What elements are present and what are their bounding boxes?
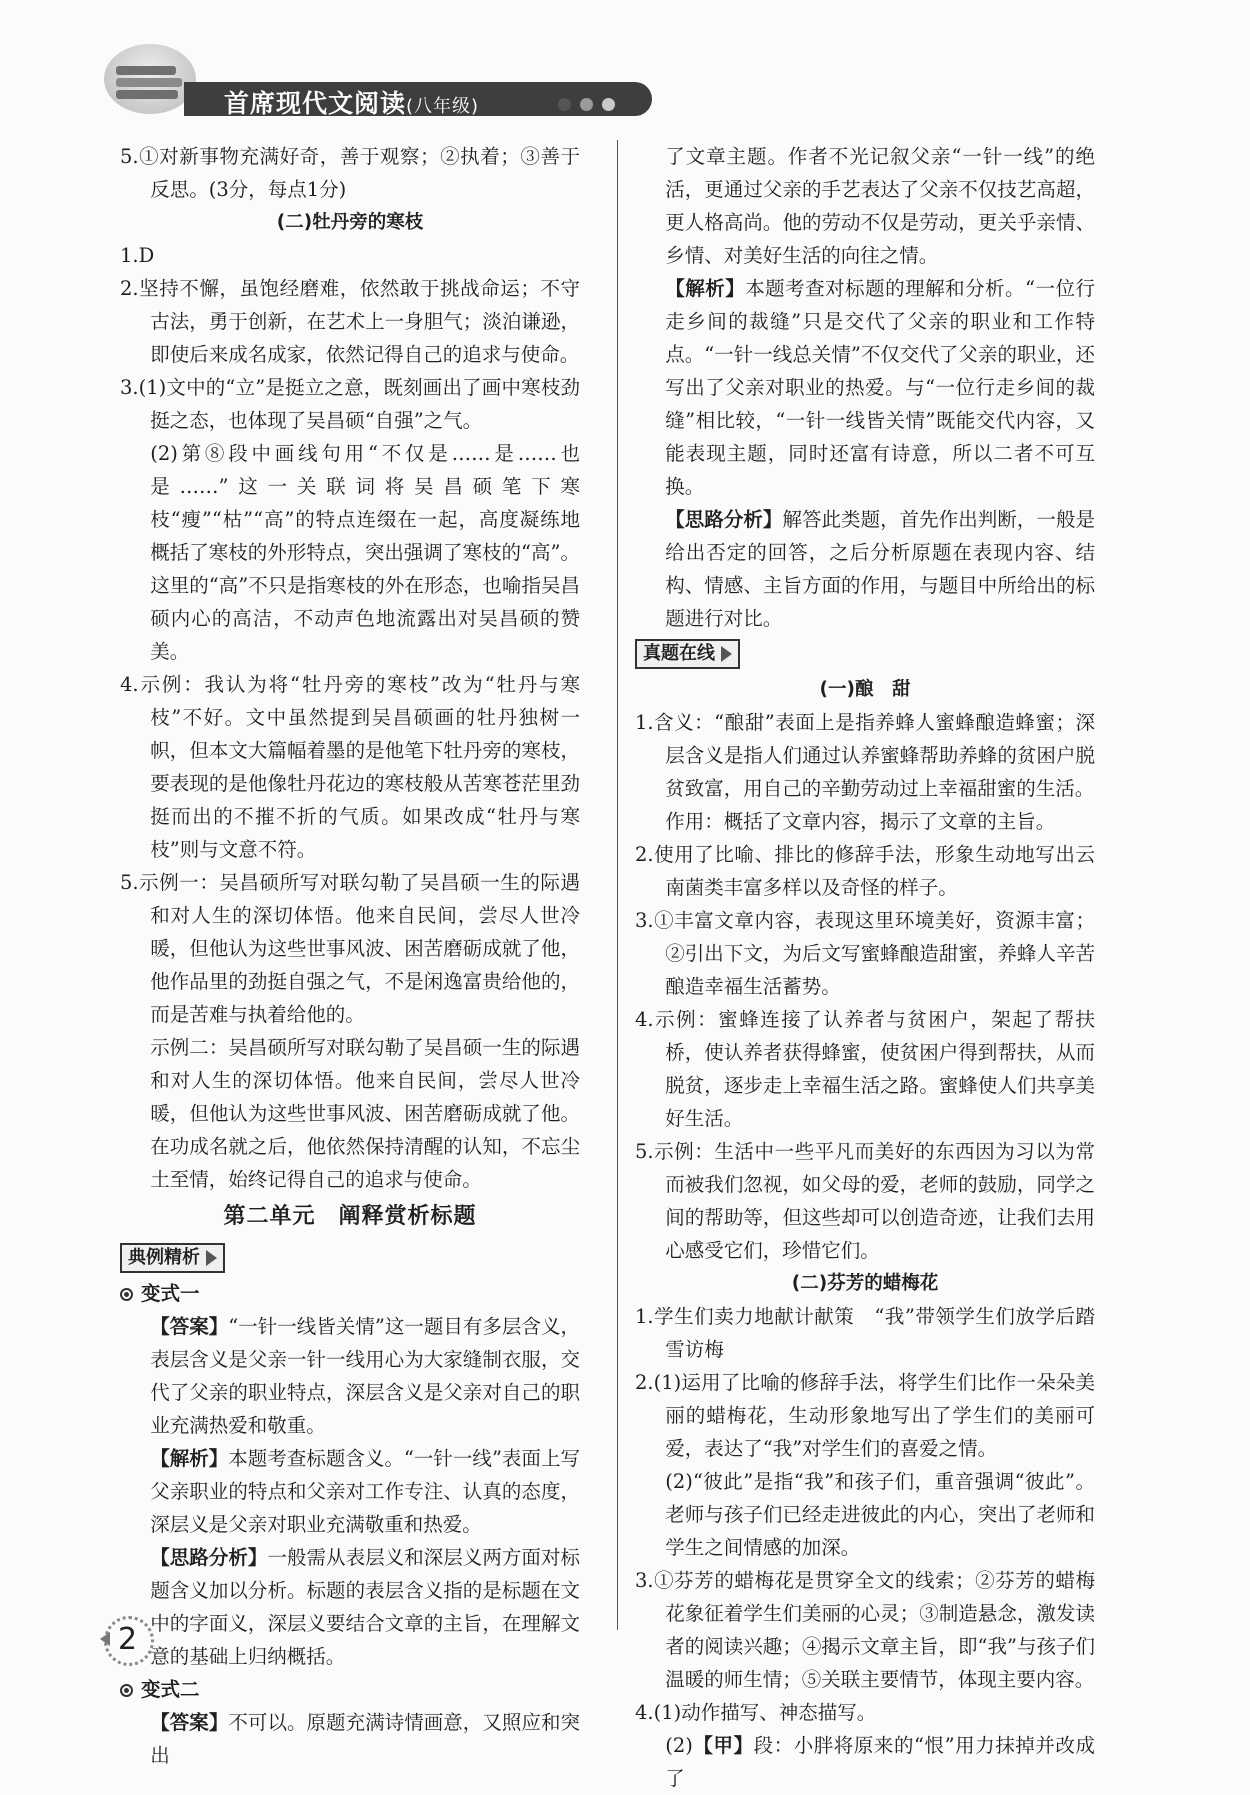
answer-5: 5.①对新事物充满好奇，善于观察；②执着；③善于反思。(3分，每点1分) [120,145,580,201]
answer-3: 3.①芬芳的蜡梅花是贯穿全文的线索；②芬芳的蜡梅花象征着学生们美丽的心灵；③制造悬念，激发读者的阅读兴趣；④揭示文章主旨，即“我”与孩子们温暖的师生情；⑤关联主要情节，体现主要内容。 [635,1569,1095,1691]
answer-4: 4.示例：我认为将“牡丹旁的寒枝”改为“牡丹与寒枝”不好。文中虽然提到吴昌硕画的牡丹独树一帜，但本文大篇幅着墨的是他笔下牡丹旁的寒枝，要表现的是他像牡丹花边的寒枝般从苦寒苍茫里劲挺而出的不摧不折的气质。如果改成“牡丹与寒枝”则与文意不符。 [120,673,580,861]
variant-2-continued: 了文章主题。作者不光记叙父亲“一针一线”的绝活，更通过父亲的手艺表达了父亲不仅技艺高超，更人格高尚。他的劳动不仅是劳动，更关乎亲情、乡情、对美好生活的向往之情。 [665,145,1095,267]
header-dots [558,96,624,115]
answer-1: 1.学生们卖力地献计献策 “我”带领学生们放学后踏雪访梅 [635,1305,1095,1361]
unit-title: 第二单元 阐释赏析标题 [223,1204,477,1229]
triangle-icon [100,1632,110,1646]
variant-2-answer: 【答案】不可以。原题充满诗情画意，又照应和突出 [150,1711,580,1767]
answer-5-example-1: 5.示例一：吴昌硕所写对联勾勒了吴昌硕一生的际遇和对人生的深切体悟。他来自民间，尝尽人世冷暖，但他认为这些世事风波、困苦磨砺成就了他，他作品里的劲挺自强之气，不是闲逸富贵给他的，而是苦难与执着给他的。 [120,871,580,1026]
answer-4: 4.示例：蜜蜂连接了认养者与贫困户，架起了帮扶桥，使认养者获得蜂蜜，使贫困户得到帮扶，从而脱贫，逐步走上幸福生活之路。蜜蜂使人们共享美好生活。 [635,1008,1095,1130]
variant-1-answer: 【答案】“一针一线皆关情”这一题目有多层含义，表层含义是父亲一针一线用心为大家缝制衣服，交代了父亲的职业特点，深层含义是父亲对自己的职业充满热爱和敬重。 [150,1315,580,1437]
section-heading: (二)芬芳的蜡梅花 [791,1273,939,1294]
dot-icon [602,98,615,111]
section-heading: (二)牡丹旁的寒枝 [276,212,424,233]
variant-2-analysis: 【解析】本题考查对标题的理解和分析。“一位行走乡间的裁缝”只是交代了父亲的职业和工作特点。“一针一线总关情”不仅交代了父亲的职业，还写出了父亲对职业的热爱。与“一位行走乡间的裁缝”相比较，“一针一线皆关情”既能交代内容，又能表现主题，同时还富有诗意，所以二者不可互换。 [665,277,1095,498]
target-icon [120,1684,133,1697]
answer-5: 5.示例：生活中一些平凡而美好的东西因为习以为常而被我们忽视，如父母的爱，老师的鼓励，同学之间的帮助等，但这些却可以创造奇迹，让我们去用心感受它们，珍惜它们。 [635,1140,1095,1262]
variant-heading: 变式二 [120,1673,580,1706]
answer-3-1: 3.(1)文中的“立”是挺立之意，既刻画出了画中寒枝劲挺之态，也体现了吴昌硕“自强”之气。 [120,376,580,432]
right-column [635,140,1095,1795]
variant-1-idea: 【思路分析】一般需从表层义和深层义两方面对标题含义加以分析。标题的表层含义指的是标题在文中的字面义，深层义要结合文章的主旨，在理解文意的基础上归纳概括。 [150,1546,580,1668]
answer-3: 3.①丰富文章内容，表现这里环境美好，资源丰富；②引出下文，为后文写蜜蜂酿造甜蜜，养蜂人辛苦酿造幸福生活蓄势。 [635,909,1095,998]
answer-2-2: (2)“彼此”是指“我”和孩子们，重音强调“彼此”。老师与孩子们已经走进彼此的内心，突出了老师和学生之间情感的加深。 [665,1470,1095,1559]
left-column [120,140,580,1772]
page-header [104,40,624,120]
answer-1: 1.含义：“酿甜”表面上是指养蜂人蜜蜂酿造蜂蜜；深层含义是指人们通过认养蜜蜂帮助养蜂的贫困户脱贫致富，用自己的辛勤劳动过上幸福甜蜜的生活。 [635,711,1095,800]
section-tag: 真题在线 [635,635,1095,673]
arrow-icon [206,1250,217,1266]
column-divider [617,140,618,1630]
book-subtitle: (八年级) [406,96,480,117]
answer-4-1: 4.(1)动作描写、神态描写。 [635,1701,877,1724]
book-title: 首席现代文阅读(八年级) [224,89,480,118]
answer-1-function: 作用：概括了文章内容，揭示了文章的主旨。 [665,810,1056,833]
target-icon [120,1288,133,1301]
answer-1: 1.D [120,244,155,267]
section-tag: 典例精析 [120,1239,580,1277]
answer-3-2: (2)第⑧段中画线句用“不仅是……是……也是……”这一关联词将吴昌硕笔下寒枝“瘦”“枯”“高”的特点连缀在一起，高度凝练地概括了寒枝的外形特点，突出强调了寒枝的“高”。这里的“高”不只是指寒枝的外在形态，也喻指吴昌硕内心的高洁，不动声色地流露出对吴昌硕的赞美。 [150,442,580,663]
answer-2: 2.坚持不懈，虽饱经磨难，依然敢于挑战命运；不守古法，勇于创新，在艺术上一身胆气；淡泊谦逊，即使后来成名成家，依然记得自己的追求与使命。 [120,277,580,366]
variant-2-idea: 【思路分析】解答此类题，首先作出判断，一般是给出否定的回答，之后分析原题在表现内容、结构、情感、主旨方面的作用，与题目中所给出的标题进行对比。 [665,508,1095,630]
page-number: 2 [100,1612,160,1672]
arrow-icon [721,646,732,662]
variant-heading: 变式一 [120,1277,580,1310]
answer-2-1: 2.(1)运用了比喻的修辞手法，将学生们比作一朵朵美丽的蜡梅花，生动形象地写出了学生们的美丽可爱，表达了“我”对学生们的喜爱之情。 [635,1371,1095,1460]
section-heading: (一)酿 甜 [819,679,911,700]
answer-5-example-2: 示例二：吴昌硕所写对联勾勒了吴昌硕一生的际遇和对人生的深切体悟。他来自民间，尝尽人世冷暖，但他认为这些世事风波、困苦磨砺成就了他。在功成名就之后，他依然保持清醒的认知，不忘尘土至情，始终记得自己的追求与使命。 [150,1036,580,1191]
answer-2: 2.使用了比喻、排比的修辞手法，形象生动地写出云南菌类丰富多样以及奇怪的样子。 [635,843,1095,899]
dot-icon [580,98,593,111]
answer-4-2: (2)【甲】段：小胖将原来的“恨”用力抹掉并改成了 [665,1734,1095,1790]
variant-1-analysis: 【解析】本题考查标题含义。“一针一线”表面上写父亲职业的特点和父亲对工作专注、认真的态度，深层义是父亲对职业充满敬重和热爱。 [150,1447,580,1536]
dot-icon [558,98,571,111]
books-icon [104,44,196,114]
